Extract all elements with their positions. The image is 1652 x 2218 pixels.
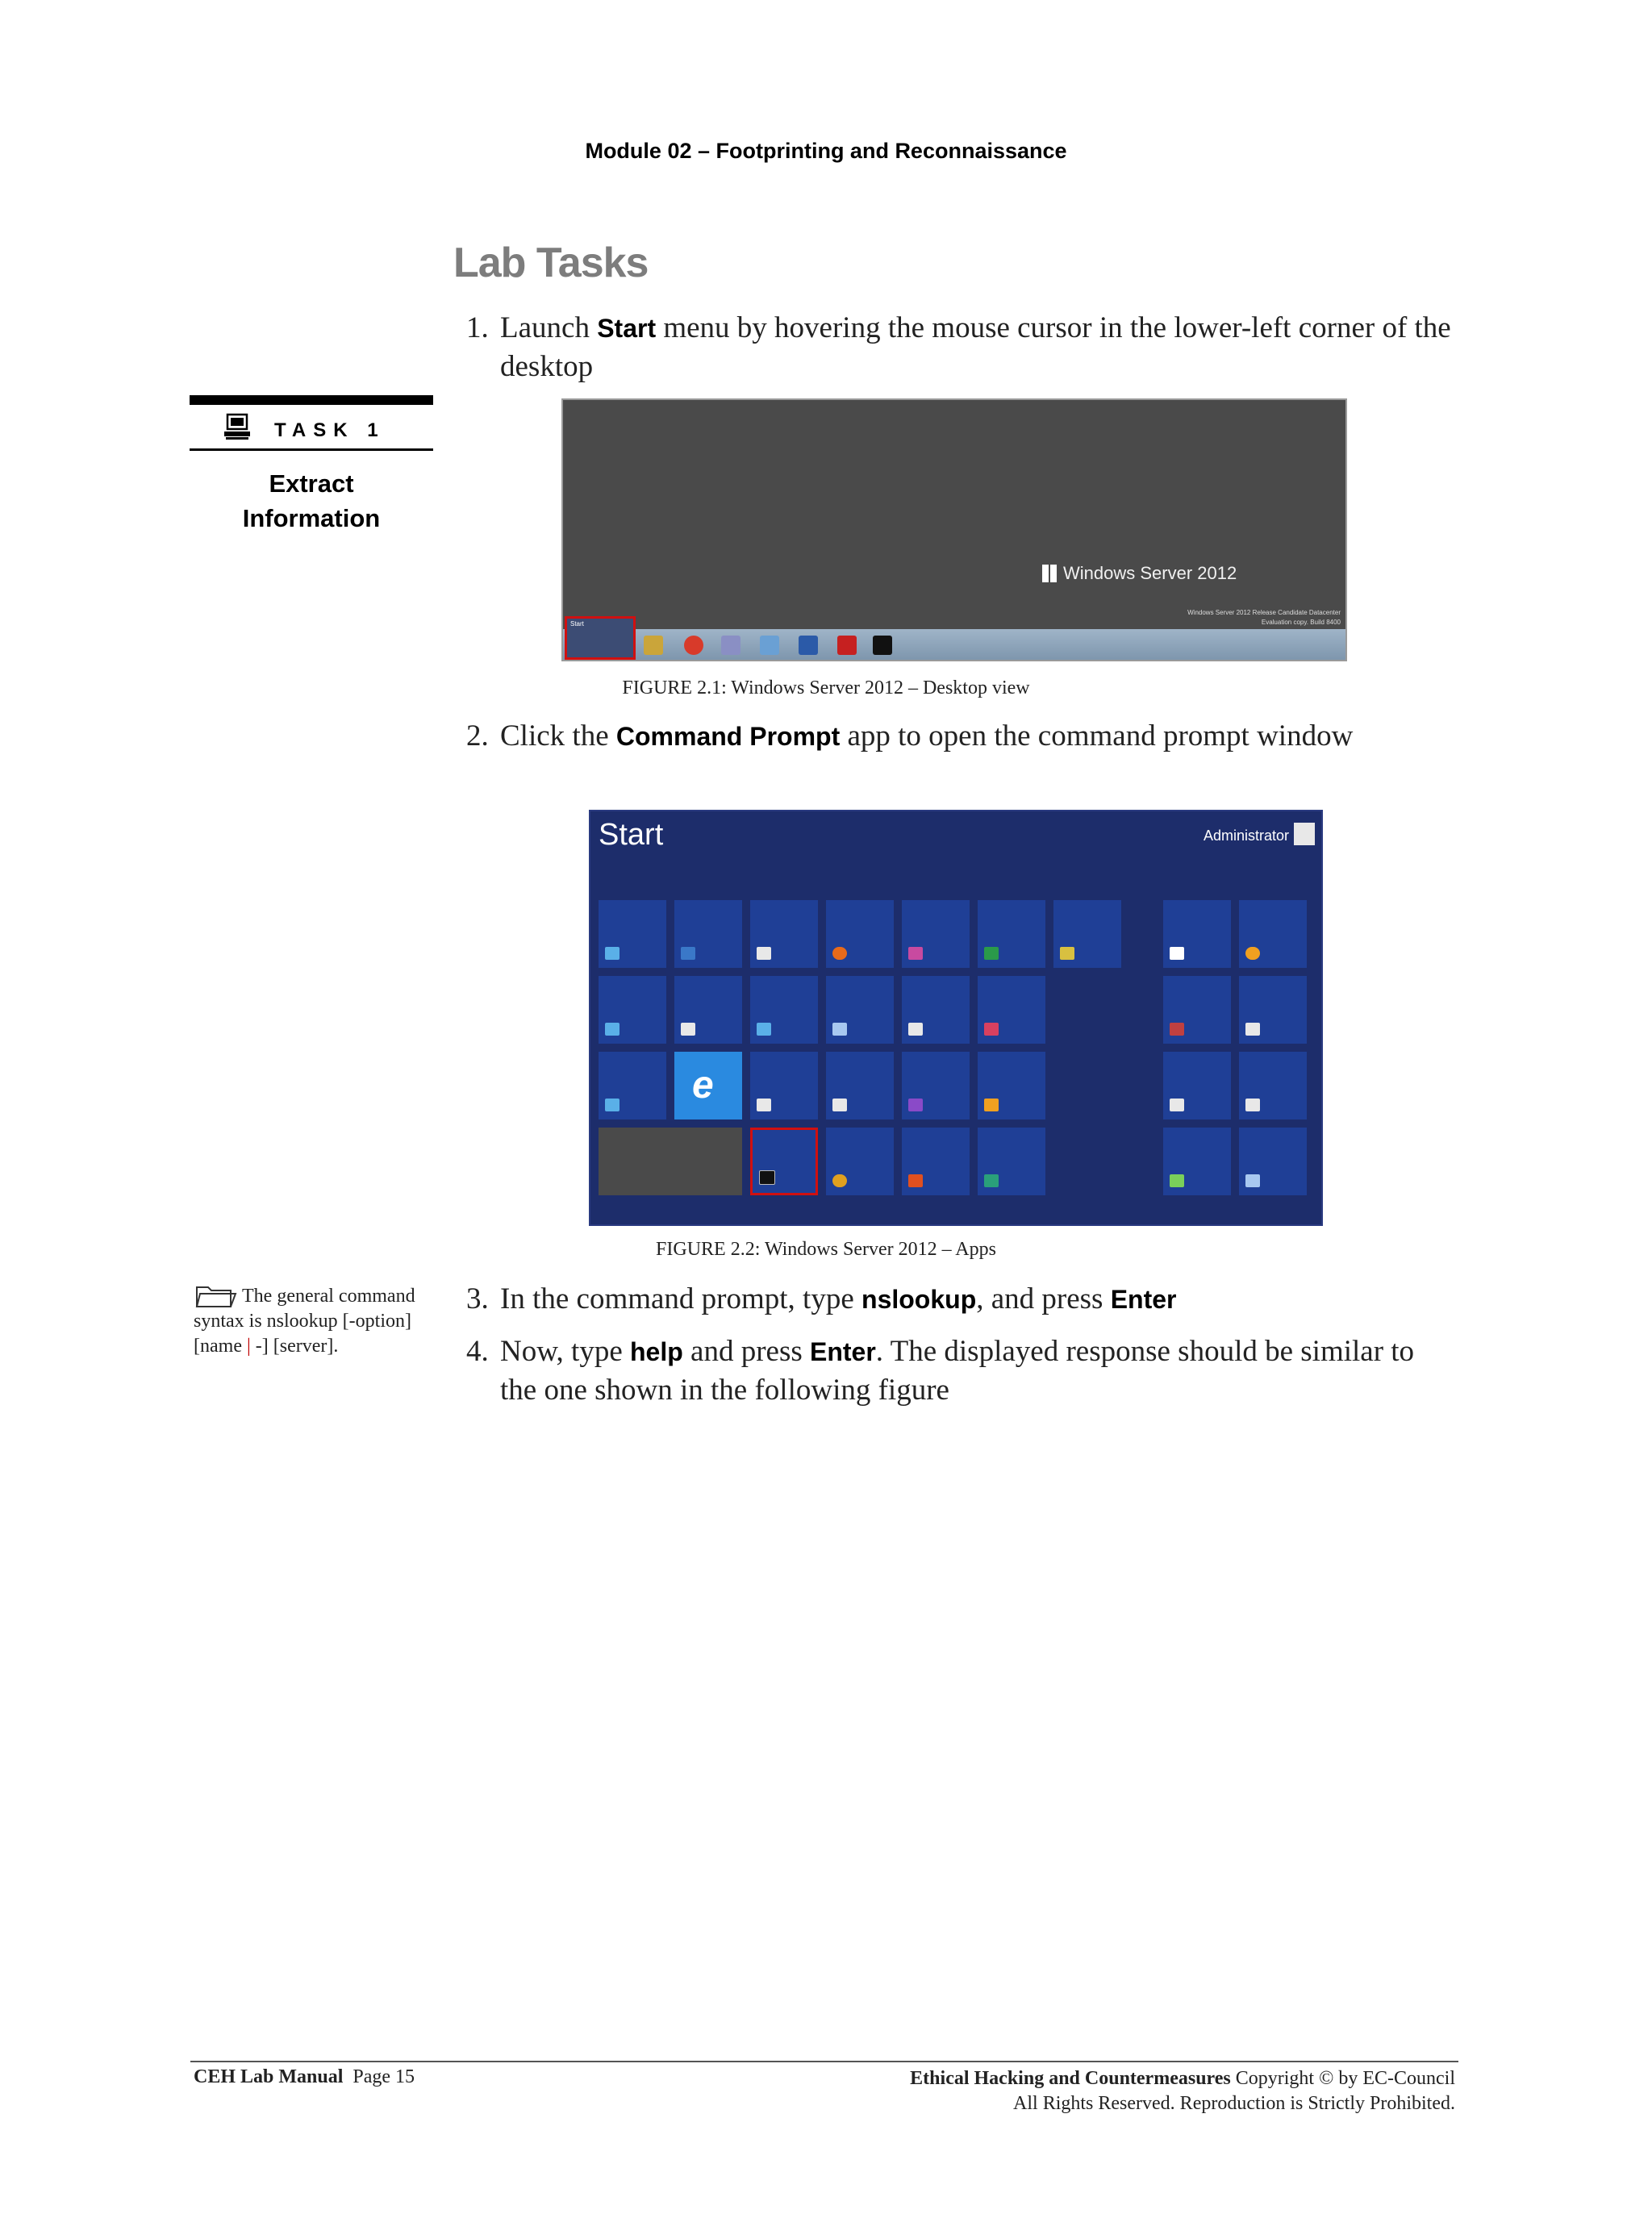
step-text: app to open the command prompt window [840,719,1354,753]
step-keyword: Enter [1110,1285,1177,1314]
step-keyword: Command Prompt [615,722,841,751]
task-box-divider [190,448,433,451]
app-icon [1170,1174,1184,1187]
tile [978,1128,1045,1195]
computer-icon [605,1023,620,1036]
tile [1163,900,1231,968]
office-upload-icon [1060,947,1074,960]
tile [599,900,666,968]
tile [599,1052,666,1119]
step-keyword: Start [597,314,657,343]
eval-line-1: Windows Server 2012 Release Candidate Datacenter [1187,609,1341,616]
windows-logo-icon [1050,565,1057,582]
step-text: Now, type [500,1335,630,1368]
step-text: and press [682,1335,810,1368]
outlook-icon [984,1099,999,1111]
windows-logo-icon [1042,565,1049,582]
figure-start-screen-screenshot [589,810,1323,1226]
tile [978,976,1045,1044]
tile [902,1128,970,1195]
side-note [194,1284,428,1359]
app-icon [1245,1174,1260,1187]
app-icon [721,636,740,655]
task-title-line2: Information [242,504,381,532]
step-text: , and press [976,1282,1111,1315]
tile [978,1052,1045,1119]
step-4 [466,1332,1452,1409]
evaluation-watermark [1074,608,1341,627]
step-text: . The displayed response should be similar to the one shown in the following figure [500,1335,1415,1407]
step-text: In the command prompt, type [500,1282,862,1315]
task-title [190,466,433,536]
task-title-line1: Extract [269,469,354,498]
certificate-icon [908,1023,923,1036]
step-keyword: nslookup [861,1285,977,1314]
command-prompt-icon [759,1170,775,1185]
picture-icon [984,1023,999,1036]
virtual-machine-icon [832,1023,847,1036]
start-screen-title: Start [599,818,664,852]
tile [826,976,894,1044]
note-pipe: | [246,1336,251,1357]
app-icon [832,1099,847,1111]
hyper-v-icon [757,1023,771,1036]
tile [750,1052,818,1119]
tile-command-prompt[interactable] [750,1128,818,1195]
file-explorer-icon [644,636,663,655]
step-text: Launch [500,311,598,344]
tile [978,900,1045,968]
app-icon [1170,1023,1184,1036]
tile [1239,1128,1307,1195]
taskbar [563,629,1345,660]
command-prompt-icon [873,636,892,655]
tile [1163,976,1231,1044]
brand-text: Windows Server 2012 [1063,563,1237,583]
tile-desktop [599,1128,742,1195]
step-number: 2. [466,719,489,753]
tile [750,900,818,968]
network-icon [1245,1099,1260,1111]
chrome-icon [684,636,703,655]
tile [674,900,742,968]
copyright-text: Copyright © by EC-Council [1230,2068,1455,2089]
task-label: TASK 1 [274,419,386,441]
tile [902,900,970,968]
page-number: Page 15 [353,2066,415,2087]
task-manager-icon [681,1023,695,1036]
tile [826,1128,894,1195]
tile [1239,1052,1307,1119]
step-number: 4. [466,1335,489,1368]
tile [599,976,666,1044]
tile [902,1052,970,1119]
section-title: Lab Tasks [453,240,649,286]
onenote-icon [908,1099,923,1111]
server-manager-icon [605,947,620,960]
module-header: Module 02 – Footprinting and Reconnaissance [585,139,1067,163]
note-text: -] [server]. [250,1336,339,1357]
tile [1239,900,1307,968]
note-text: The general command syntax is nslookup [-option] [name [194,1286,415,1357]
tile [1163,1052,1231,1119]
word-icon [799,636,818,655]
app-icon [908,947,923,960]
footer-divider [190,2061,1458,2062]
course-name: Ethical Hacking and Countermeasures [910,2068,1231,2089]
step-1 [466,309,1452,386]
task-box-top-bar [190,395,433,405]
step-text: Click the [500,719,616,753]
eye-icon [757,1099,771,1111]
chrome-icon [832,1174,847,1187]
powershell-icon [681,947,695,960]
manual-name: CEH Lab Manual [194,2066,344,2087]
app-icon [760,636,779,655]
tile [826,1052,894,1119]
tile [902,976,970,1044]
publisher-icon [984,1174,999,1187]
excel-icon [984,947,999,960]
tile [1053,900,1121,968]
figure-2-caption: FIGURE 2.2: Windows Server 2012 – Apps [656,1239,996,1260]
acrobat-icon [837,636,857,655]
tile [674,976,742,1044]
footer-right [910,2066,1455,2116]
start-corner-highlight[interactable] [565,616,636,660]
figure-1-caption: FIGURE 2.1: Windows Server 2012 – Desktop view [622,677,1030,698]
step-keyword: help [630,1337,683,1366]
internet-explorer-icon: e [692,1064,714,1107]
word-icon [1170,947,1184,960]
footer-left [194,2066,415,2088]
figure-desktop-screenshot [561,398,1347,661]
tile [1163,1128,1231,1195]
step-keyword: Enter [810,1337,876,1366]
step-text: menu by hovering the mouse cursor in the lower-left corner of the desktop [500,311,1451,383]
app-icon [1245,1023,1260,1036]
office-icon [1245,947,1260,960]
control-panel-icon [605,1099,620,1111]
user-name: Administrator [1203,828,1289,844]
tile-internet-explorer [674,1052,742,1119]
rights-text: All Rights Reserved. Reproduction is Strictly Prohibited. [1013,2093,1455,2114]
start-label: Start [570,620,584,627]
firefox-icon [832,947,847,960]
laptop-icon [224,413,250,444]
admin-tools-icon [757,947,771,960]
tile [1239,976,1307,1044]
step-2 [466,717,1452,756]
eval-line-2: Evaluation copy. Build 8400 [1261,619,1341,626]
tile [826,900,894,968]
powerpoint-icon [908,1174,923,1187]
user-avatar-icon [1294,823,1315,845]
step-number: 1. [466,311,489,344]
step-number: 3. [466,1282,489,1315]
step-3 [466,1280,1452,1319]
windows-brand [1042,563,1237,584]
tile [750,976,818,1044]
app-icon [1170,1099,1184,1111]
